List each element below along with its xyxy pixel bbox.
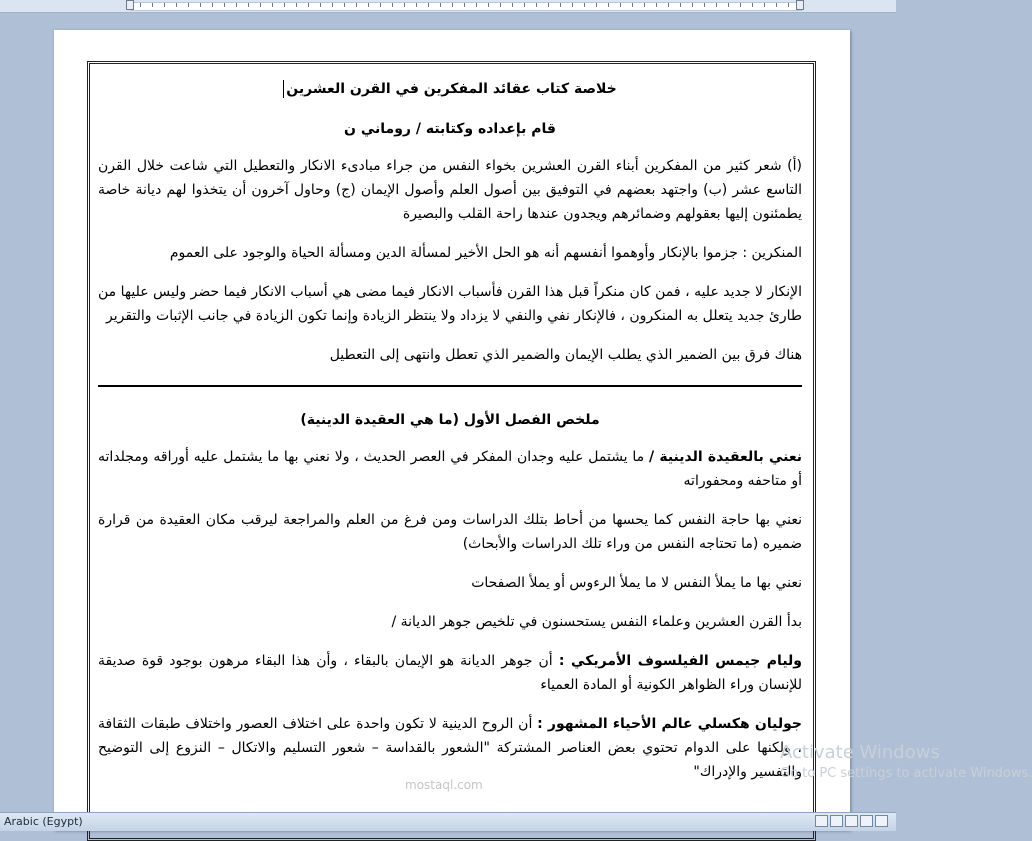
paragraph: هناك فرق بين الضمير الذي يطلب الإيمان والضمير الذي تعطل وانتهى إلى التعطيل xyxy=(329,347,802,363)
ruler-tick xyxy=(632,3,633,7)
ruler-tick xyxy=(620,3,621,7)
ruler-tick xyxy=(584,3,585,7)
section-divider xyxy=(98,385,802,387)
paragraph-text: أن جوهر الديانة هو الإيمان بالبقاء ، وأن هذا البقاء مرهون بوجود قوة صديقة للإنسان وراء الظواهر الكونية أو المادة العمياء xyxy=(98,653,802,693)
ruler-tick xyxy=(236,3,237,7)
paragraph: نعني بها حاجة النفس كما يحسها من أحاط بتلك الدراسات ومن فرغ من العلم والمراجعة ليرقب مكان العقيدة من قرارة ضميره (ما تحتاجه النفس من وراء تلك الدراسات والأبحاث) xyxy=(98,512,802,552)
ruler-tick xyxy=(308,3,309,7)
ruler-tick xyxy=(740,3,741,7)
full-screen-view-icon[interactable] xyxy=(830,815,843,827)
ruler-tick xyxy=(548,3,549,7)
ruler-tick xyxy=(296,3,297,7)
paragraph xyxy=(98,712,802,784)
ruler-tick xyxy=(200,3,201,7)
web-layout-view-icon[interactable] xyxy=(845,815,858,827)
paragraph-text: ما يشتمل عليه وجدان المفكر في العصر الحديث ، ولا نعني بها ما يشتمل عليه أوراقه ومجلداته أو متاحفه ومحفوراته xyxy=(98,449,802,489)
ruler-tick xyxy=(728,3,729,7)
paragraph xyxy=(98,445,802,493)
ruler-tick xyxy=(176,3,177,7)
outline-view-icon[interactable] xyxy=(860,815,873,827)
ruler-tick xyxy=(704,3,705,7)
ruler-tick xyxy=(440,3,441,7)
ruler-tick xyxy=(644,3,645,7)
ruler-tick xyxy=(680,3,681,7)
site-watermark: mostaql.com xyxy=(405,778,483,792)
ruler-tick xyxy=(476,3,477,7)
ruler-tick xyxy=(692,3,693,7)
document-page[interactable] xyxy=(54,30,850,830)
ruler-tick xyxy=(260,3,261,7)
ruler-tick xyxy=(464,3,465,7)
ruler-tick xyxy=(596,3,597,7)
ruler-tick xyxy=(344,3,345,7)
paragraph-lead: جوليان هكسلي عالم الأحياء المشهور : xyxy=(537,716,802,732)
paragraph: المنكرين : جزموا بالإنكار وأوهموا أنفسهم أنه هو الحل الأخير لمسألة الدين ومسألة الحياة والوجود على العموم xyxy=(169,245,802,261)
ruler-tick xyxy=(512,3,513,7)
chapter-title: ملخص الفصل الأول (ما هي العقيدة الدينية) xyxy=(300,412,600,428)
ruler-tick xyxy=(212,3,213,7)
document-byline: قام بإعداده وكتابته / روماني ن xyxy=(344,121,556,137)
ruler-tick xyxy=(752,3,753,7)
ruler-tick xyxy=(500,3,501,7)
activate-windows-hint: Go to PC settings to activate Windows. xyxy=(780,766,1032,781)
ruler-tick xyxy=(572,3,573,7)
ruler-tick xyxy=(356,3,357,7)
ruler-tick xyxy=(272,3,273,7)
paragraph: بدأ القرن العشرين وعلماء النفس يستحسنون في تلخيص جوهر الديانة / xyxy=(391,614,802,630)
ruler-tick xyxy=(248,3,249,7)
ruler-tick xyxy=(776,3,777,7)
right-indent-marker[interactable] xyxy=(796,0,804,10)
print-layout-view-icon[interactable] xyxy=(815,815,828,827)
ruler-tick xyxy=(716,3,717,7)
ruler-tick xyxy=(164,3,165,7)
ruler-tick xyxy=(188,3,189,7)
ruler-tick xyxy=(524,3,525,7)
paragraph-lead: وليام جيمس الفيلسوف الأمريكي : xyxy=(558,653,802,669)
ruler-tick xyxy=(320,3,321,7)
paragraph xyxy=(98,649,802,697)
ruler-tick xyxy=(284,3,285,7)
text-cursor xyxy=(283,80,284,98)
ruler-tick xyxy=(380,3,381,7)
ruler-tick xyxy=(764,3,765,7)
ruler-tick xyxy=(608,3,609,7)
draft-view-icon[interactable] xyxy=(875,815,888,827)
paragraph-lead: نعني بالعقيدة الدينية / xyxy=(648,449,802,465)
ruler-tick xyxy=(152,3,153,7)
document-body[interactable] xyxy=(98,74,802,799)
ruler-tick xyxy=(788,3,789,7)
ruler-tick xyxy=(668,3,669,7)
left-indent-marker[interactable] xyxy=(126,0,134,10)
ruler-tick xyxy=(368,3,369,7)
ruler-tick xyxy=(488,3,489,7)
ruler-tick xyxy=(404,3,405,7)
ruler-text-area xyxy=(130,2,802,11)
ruler-tick xyxy=(140,3,141,7)
document-title: خلاصة كتاب عقائد المفكرين في القرن العشرين xyxy=(98,74,802,114)
ruler-tick xyxy=(332,3,333,7)
paragraph: (أ) شعر كثير من المفكرين أبناء القرن العشرين بخواء النفس من جراء مبادىء الانكار والتعطيل التي شاعت خلال القرن التاسع عشر (ب) واجتهد بعضهم في التوفيق بين أصول العلم وأصول الإيمان (ج) وحاول آخرون أن يتخذوا لهم ديانة خاصة يطمئنون إليها بعقولهم وضمائرهم ويجدون عندها راحة القلب والبصيرة xyxy=(98,158,802,222)
ruler-tick xyxy=(656,3,657,7)
horizontal-ruler[interactable] xyxy=(0,0,896,13)
ruler-tick xyxy=(416,3,417,7)
ruler-tick xyxy=(224,3,225,7)
activate-windows-notice: Activate Windows xyxy=(780,742,940,763)
status-bar xyxy=(0,812,896,831)
ruler-tick xyxy=(560,3,561,7)
paragraph: الإنكار لا جديد عليه ، فمن كان منكراً قبل هذا القرن فأسباب الانكار فيما مضى هي أسباب الانكار فيما حضر وليس عليها من طارئ جديد يتعلل به المنكرون ، فالإنكار نفي والنفي لا يزداد ولا ينتظر الزيادة وإنما تكون الزيادة في جانب الإثبات والتقرير xyxy=(98,284,802,324)
ruler-tick xyxy=(452,3,453,7)
language-indicator[interactable]: Arabic (Egypt) xyxy=(4,815,83,828)
paragraph-text: أن الروح الدينية لا تكون واحدة على اختلاف العصور واختلاف طبقات الثقافة ، ولكنها على الدوام تحتوي بعض العناصر المشتركة "الشعور بالقداسة – شعور التسليم والاتكال – النزوع إلى التوضيح والتفسير والإدراك" xyxy=(98,716,802,780)
paragraph: نعني بها ما يملأ النفس لا ما يملأ الرءوس أو يملأ الصفحات xyxy=(471,575,802,591)
ruler-tick xyxy=(428,3,429,7)
ruler-tick xyxy=(392,3,393,7)
ruler-tick xyxy=(536,3,537,7)
